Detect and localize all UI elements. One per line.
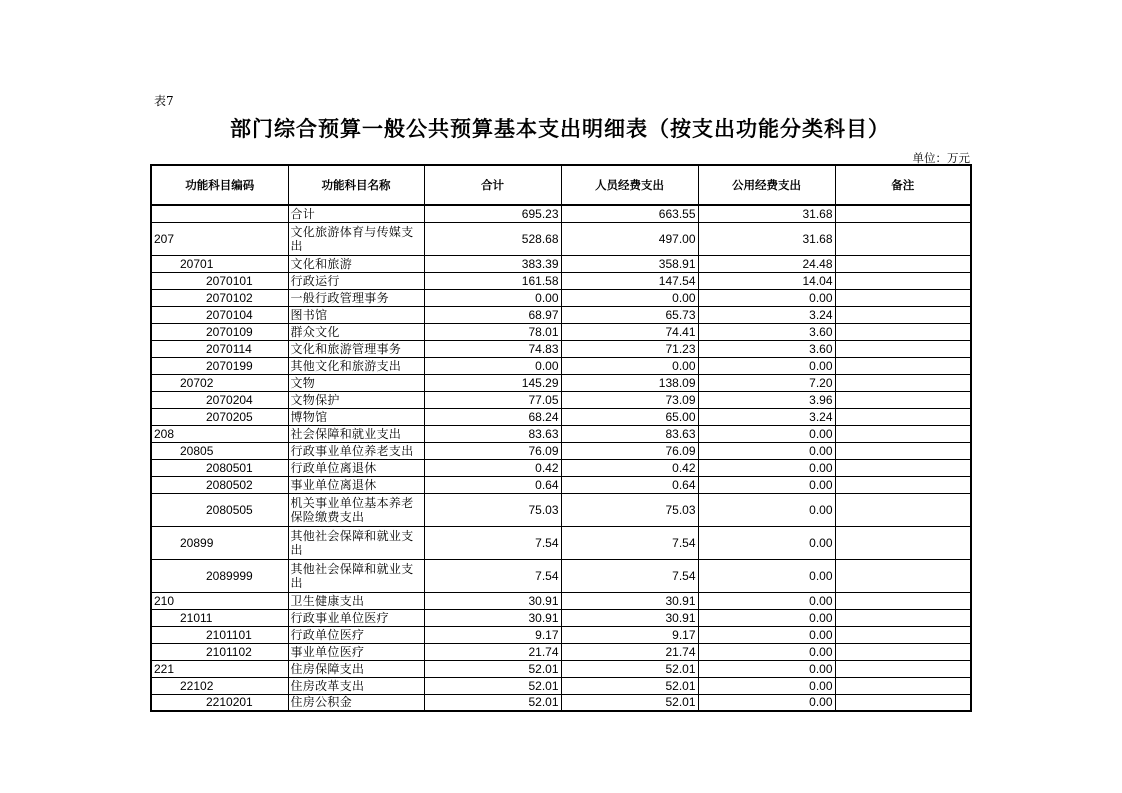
- cell-code: 2101102: [151, 643, 288, 660]
- cell-total: 7.54: [424, 526, 561, 559]
- cell-code: 207: [151, 222, 288, 255]
- cell-public: 24.48: [698, 255, 835, 272]
- table-row: [151, 323, 971, 340]
- cell-name: 行政事业单位医疗: [288, 609, 424, 626]
- unit-label: 单位：万元: [912, 151, 970, 165]
- cell-name: 文化和旅游管理事务: [288, 340, 424, 357]
- cell-note: [835, 660, 971, 677]
- cell-total: 75.03: [424, 493, 561, 526]
- cell-public: 0.00: [698, 626, 835, 643]
- cell-note: [835, 425, 971, 442]
- cell-personnel: 138.09: [561, 374, 698, 391]
- table-row: [151, 205, 971, 222]
- cell-personnel: 663.55: [561, 205, 698, 222]
- cell-personnel: 65.00: [561, 408, 698, 425]
- header-note: 备注: [835, 165, 971, 205]
- cell-note: [835, 323, 971, 340]
- table-row: [151, 677, 971, 694]
- table-row: [151, 559, 971, 592]
- cell-code: 2070114: [151, 340, 288, 357]
- cell-name: 其他社会保障和就业支出: [288, 526, 424, 559]
- cell-code: 20805: [151, 442, 288, 459]
- table-row: [151, 442, 971, 459]
- cell-total: 7.54: [424, 559, 561, 592]
- cell-code: 2070205: [151, 408, 288, 425]
- cell-public: 3.24: [698, 306, 835, 323]
- cell-public: 3.60: [698, 340, 835, 357]
- cell-total: 21.74: [424, 643, 561, 660]
- cell-personnel: 30.91: [561, 592, 698, 609]
- cell-public: 3.96: [698, 391, 835, 408]
- table-row: [151, 408, 971, 425]
- cell-public: 3.24: [698, 408, 835, 425]
- table-header-row: [151, 165, 971, 205]
- table-row: [151, 592, 971, 609]
- cell-total: 528.68: [424, 222, 561, 255]
- cell-public: 0.00: [698, 609, 835, 626]
- cell-note: [835, 694, 971, 711]
- cell-total: 52.01: [424, 660, 561, 677]
- cell-personnel: 30.91: [561, 609, 698, 626]
- cell-public: 0.00: [698, 677, 835, 694]
- table-row: [151, 694, 971, 711]
- cell-personnel: 73.09: [561, 391, 698, 408]
- cell-note: [835, 255, 971, 272]
- cell-code: 2080502: [151, 476, 288, 493]
- page-title: 部门综合预算一般公共预算基本支出明细表（按支出功能分类科目）: [230, 117, 890, 141]
- table-row: [151, 340, 971, 357]
- cell-code: 2101101: [151, 626, 288, 643]
- cell-note: [835, 442, 971, 459]
- cell-public: 14.04: [698, 272, 835, 289]
- cell-note: [835, 340, 971, 357]
- cell-note: [835, 374, 971, 391]
- table-row: [151, 289, 971, 306]
- cell-note: [835, 272, 971, 289]
- cell-public: 0.00: [698, 357, 835, 374]
- cell-total: 68.97: [424, 306, 561, 323]
- cell-total: 145.29: [424, 374, 561, 391]
- cell-total: 383.39: [424, 255, 561, 272]
- cell-public: 0.00: [698, 526, 835, 559]
- cell-personnel: 7.54: [561, 526, 698, 559]
- table-row: [151, 222, 971, 255]
- cell-personnel: 76.09: [561, 442, 698, 459]
- cell-personnel: 0.64: [561, 476, 698, 493]
- cell-personnel: 9.17: [561, 626, 698, 643]
- cell-name: 社会保障和就业支出: [288, 425, 424, 442]
- table-row: [151, 391, 971, 408]
- table-row: [151, 626, 971, 643]
- cell-personnel: 0.00: [561, 289, 698, 306]
- cell-public: 0.00: [698, 459, 835, 476]
- cell-code: 2070199: [151, 357, 288, 374]
- header-public: 公用经费支出: [698, 165, 835, 205]
- cell-public: 31.68: [698, 222, 835, 255]
- cell-public: 0.00: [698, 660, 835, 677]
- cell-code: 2070104: [151, 306, 288, 323]
- cell-total: 74.83: [424, 340, 561, 357]
- cell-name: 合计: [288, 205, 424, 222]
- table-row: [151, 609, 971, 626]
- cell-code: 208: [151, 425, 288, 442]
- cell-public: 0.00: [698, 592, 835, 609]
- table-row: [151, 425, 971, 442]
- cell-name: 群众文化: [288, 323, 424, 340]
- table-row: [151, 476, 971, 493]
- cell-personnel: 52.01: [561, 660, 698, 677]
- cell-code: 21011: [151, 609, 288, 626]
- cell-name: 卫生健康支出: [288, 592, 424, 609]
- cell-note: [835, 677, 971, 694]
- cell-name: 一般行政管理事务: [288, 289, 424, 306]
- cell-code: 2080501: [151, 459, 288, 476]
- cell-name: 其他文化和旅游支出: [288, 357, 424, 374]
- cell-total: 0.42: [424, 459, 561, 476]
- cell-total: 76.09: [424, 442, 561, 459]
- cell-personnel: 0.00: [561, 357, 698, 374]
- cell-total: 68.24: [424, 408, 561, 425]
- cell-public: 0.00: [698, 425, 835, 442]
- cell-name: 机关事业单位基本养老保险缴费支出: [288, 493, 424, 526]
- header-personnel: 人员经费支出: [561, 165, 698, 205]
- table-row: [151, 306, 971, 323]
- cell-personnel: 65.73: [561, 306, 698, 323]
- cell-name: 文物: [288, 374, 424, 391]
- cell-name: 行政运行: [288, 272, 424, 289]
- cell-personnel: 7.54: [561, 559, 698, 592]
- table-body: [151, 205, 971, 711]
- cell-note: [835, 222, 971, 255]
- table-row: [151, 526, 971, 559]
- cell-name: 行政单位医疗: [288, 626, 424, 643]
- cell-name: 文化和旅游: [288, 255, 424, 272]
- cell-name: 其他社会保障和就业支出: [288, 559, 424, 592]
- cell-code: 210: [151, 592, 288, 609]
- cell-note: [835, 559, 971, 592]
- cell-public: 0.00: [698, 493, 835, 526]
- cell-code: 20899: [151, 526, 288, 559]
- cell-name: 博物馆: [288, 408, 424, 425]
- cell-note: [835, 526, 971, 559]
- cell-public: 0.00: [698, 694, 835, 711]
- cell-code: 22102: [151, 677, 288, 694]
- cell-public: 3.60: [698, 323, 835, 340]
- cell-total: 78.01: [424, 323, 561, 340]
- cell-note: [835, 609, 971, 626]
- cell-name: 事业单位离退休: [288, 476, 424, 493]
- cell-total: 0.00: [424, 357, 561, 374]
- cell-note: [835, 357, 971, 374]
- cell-code: 2080505: [151, 493, 288, 526]
- cell-public: 0.00: [698, 476, 835, 493]
- cell-note: [835, 408, 971, 425]
- header-name: 功能科目名称: [288, 165, 424, 205]
- budget-table: [150, 164, 972, 712]
- cell-personnel: 52.01: [561, 694, 698, 711]
- table-row: [151, 660, 971, 677]
- cell-public: 0.00: [698, 643, 835, 660]
- cell-personnel: 74.41: [561, 323, 698, 340]
- table-row: [151, 459, 971, 476]
- cell-note: [835, 643, 971, 660]
- cell-code: 20702: [151, 374, 288, 391]
- table-row: [151, 255, 971, 272]
- table-row: [151, 643, 971, 660]
- cell-public: 31.68: [698, 205, 835, 222]
- cell-personnel: 358.91: [561, 255, 698, 272]
- cell-name: 事业单位医疗: [288, 643, 424, 660]
- cell-name: 行政单位离退休: [288, 459, 424, 476]
- cell-total: 695.23: [424, 205, 561, 222]
- cell-note: [835, 459, 971, 476]
- cell-name: 文化旅游体育与传媒支出: [288, 222, 424, 255]
- cell-code: 20701: [151, 255, 288, 272]
- cell-note: [835, 592, 971, 609]
- cell-personnel: 75.03: [561, 493, 698, 526]
- cell-note: [835, 391, 971, 408]
- cell-total: 0.00: [424, 289, 561, 306]
- cell-personnel: 83.63: [561, 425, 698, 442]
- cell-public: 7.20: [698, 374, 835, 391]
- cell-personnel: 0.42: [561, 459, 698, 476]
- cell-code: 2089999: [151, 559, 288, 592]
- cell-personnel: 71.23: [561, 340, 698, 357]
- cell-name: 住房公积金: [288, 694, 424, 711]
- cell-note: [835, 626, 971, 643]
- cell-note: [835, 205, 971, 222]
- cell-personnel: 147.54: [561, 272, 698, 289]
- cell-name: 住房改革支出: [288, 677, 424, 694]
- cell-code: 2070204: [151, 391, 288, 408]
- cell-total: 52.01: [424, 694, 561, 711]
- cell-total: 161.58: [424, 272, 561, 289]
- cell-code: 2210201: [151, 694, 288, 711]
- cell-personnel: 52.01: [561, 677, 698, 694]
- cell-note: [835, 493, 971, 526]
- cell-public: 0.00: [698, 559, 835, 592]
- sheet-label: 表7: [154, 94, 174, 108]
- table-row: [151, 272, 971, 289]
- cell-code: 2070101: [151, 272, 288, 289]
- cell-total: 30.91: [424, 592, 561, 609]
- cell-note: [835, 306, 971, 323]
- cell-name: 行政事业单位养老支出: [288, 442, 424, 459]
- header-total: 合计: [424, 165, 561, 205]
- cell-code: 221: [151, 660, 288, 677]
- cell-public: 0.00: [698, 442, 835, 459]
- table-row: [151, 374, 971, 391]
- cell-code: 2070109: [151, 323, 288, 340]
- cell-public: 0.00: [698, 289, 835, 306]
- cell-personnel: 497.00: [561, 222, 698, 255]
- cell-total: 77.05: [424, 391, 561, 408]
- cell-name: 图书馆: [288, 306, 424, 323]
- cell-name: 文物保护: [288, 391, 424, 408]
- cell-personnel: 21.74: [561, 643, 698, 660]
- cell-total: 83.63: [424, 425, 561, 442]
- header-code: 功能科目编码: [151, 165, 288, 205]
- cell-total: 9.17: [424, 626, 561, 643]
- cell-note: [835, 289, 971, 306]
- cell-code: 2070102: [151, 289, 288, 306]
- cell-code: [151, 205, 288, 222]
- cell-total: 0.64: [424, 476, 561, 493]
- cell-note: [835, 476, 971, 493]
- table-row: [151, 493, 971, 526]
- table-row: [151, 357, 971, 374]
- cell-total: 52.01: [424, 677, 561, 694]
- cell-name: 住房保障支出: [288, 660, 424, 677]
- cell-total: 30.91: [424, 609, 561, 626]
